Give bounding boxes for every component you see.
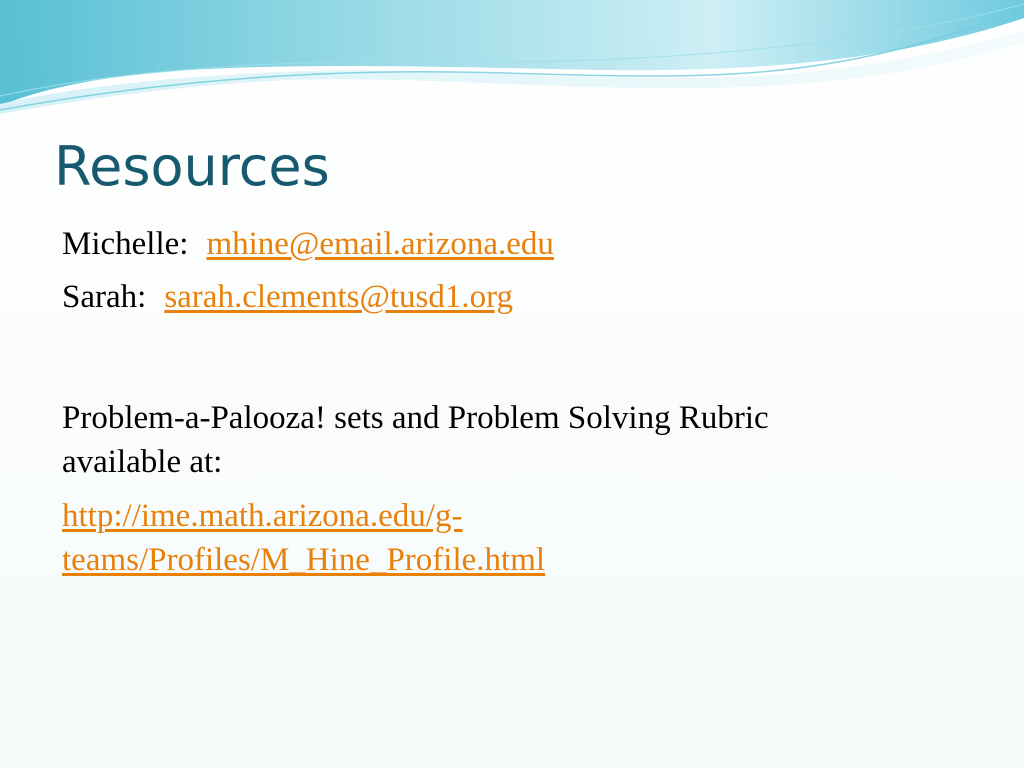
contact-label: Sarah: <box>62 279 147 315</box>
decorative-wave-header <box>0 0 1024 130</box>
availability-text-line1: Problem-a-Palooza! sets and Problem Solving Rubric <box>62 400 769 436</box>
slide-body <box>62 222 962 582</box>
contact-label: Michelle: <box>62 226 189 262</box>
resource-url-line2[interactable]: teams/Profiles/M_Hine_Profile.html <box>62 542 546 578</box>
contact-row-sarah <box>62 275 962 328</box>
contact-row-michelle <box>62 222 962 275</box>
slide-title: Resources <box>54 135 330 198</box>
spacer <box>62 328 962 396</box>
availability-text-line2: available at: <box>62 444 223 480</box>
email-link-sarah[interactable]: sarah.clements@tusd1.org <box>164 279 514 315</box>
email-link-michelle[interactable]: mhine@email.arizona.edu <box>206 226 554 262</box>
resource-url-link[interactable] <box>62 494 962 582</box>
resource-url-line1[interactable]: http://ime.math.arizona.edu/g- <box>62 498 463 534</box>
